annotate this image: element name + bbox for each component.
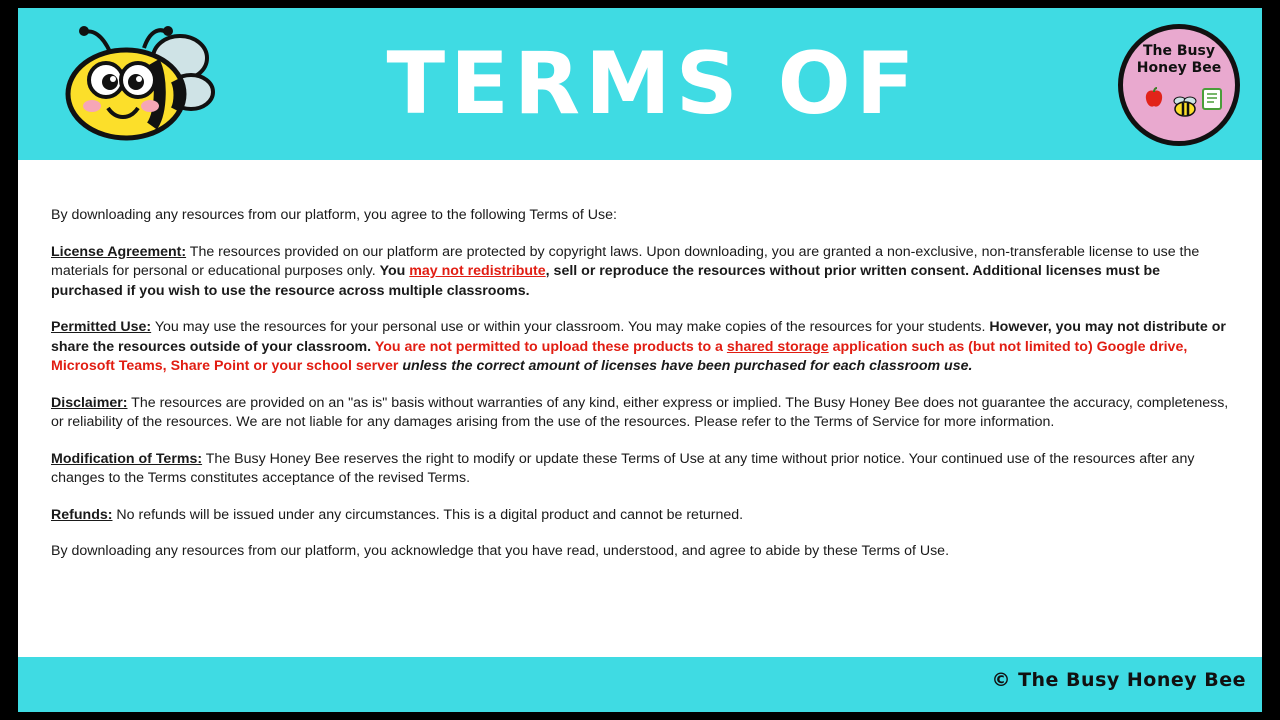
section-text-1: The resources provided on our platform are protected by copyright laws. Upon downloading, you are granted a non-exclusive, non-transferable license to use the materials for personal or educational purposes only.: [51, 243, 1200, 279]
terms-content: [51, 206, 1231, 562]
page-title: TERMS OF USE: [386, 34, 920, 254]
section-modification-of-terms: [51, 450, 1231, 489]
section-text-1: The Busy Honey Bee reserves the right to modify or update these Terms of Use at any time without prior notice. Your continued use of the resources after any changes to the Terms constitutes acceptance of the revised Terms.: [51, 450, 1195, 486]
brand-line-1: The Busy: [1143, 43, 1215, 59]
copyright-notice: © The Busy Honey Bee: [991, 669, 1246, 691]
section-license-agreement: [51, 243, 1231, 302]
section-label: Permitted Use:: [51, 319, 152, 335]
section-bold-italic: unless the correct amount of licenses have been purchased for each classroom use.: [402, 358, 973, 374]
intro-text: By downloading any resources from our platform, you agree to the following Terms of Use:: [51, 207, 617, 223]
section-bold-1: However, you may not distribute or share the resources outside of your classroom.: [51, 319, 1226, 355]
document-page: [18, 8, 1262, 712]
badge-bee-icon: [1171, 95, 1199, 117]
section-disclaimer: [51, 394, 1231, 433]
section-label: Refunds:: [51, 506, 113, 523]
brand-line-2: Honey Bee: [1136, 60, 1222, 76]
shared-storage-highlight: shared storage: [726, 338, 829, 355]
closing-text: By downloading any resources from our platform, you acknowledge that you have read, understood, and agree to abide by these Terms of Use.: [51, 543, 950, 559]
bee-icon: [58, 22, 228, 147]
book-icon: [1201, 87, 1223, 111]
section-bold-1: You: [379, 263, 410, 279]
brand-name: [1123, 43, 1235, 77]
may-not-redistribute-highlight: may not redistribute: [409, 263, 546, 279]
section-label: License Agreement:: [51, 243, 187, 260]
section-bold-2: , sell or reproduce the resources without prior written consent. Additional licenses must be purchased if you wish to use the resource across multiple classrooms.: [51, 263, 1161, 299]
section-text-1: You may use the resources for your personal use or within your classroom. You may make copies of the resources for your students.: [151, 319, 990, 335]
brand-badge: [1118, 24, 1240, 146]
section-label: Disclaimer:: [51, 394, 128, 411]
section-red-2: application such as (but not limited to) Google drive, Microsoft Teams, Share Point or your school server: [51, 338, 1188, 374]
section-red-1: You are not permitted to upload these products to a: [374, 338, 727, 355]
section-permitted-use: [51, 318, 1231, 377]
page-footer: [18, 657, 1262, 712]
apple-icon: [1143, 87, 1165, 109]
section-text-1: The resources are provided on an "as is" basis without warranties of any kind, either express or implied. The Busy Honey Bee does not guarantee the accuracy, completeness, or reliability of the resources. We are not liable for any damages arising from the use of the resources. Please refer to the Terms of Service for more information.: [51, 394, 1229, 430]
section-label: Modification of Terms:: [51, 450, 203, 467]
section-text-1: No refunds will be issued under any circumstances. This is a digital product and cannot be returned.: [112, 506, 744, 523]
closing-paragraph: [51, 542, 1231, 562]
section-refunds: [51, 506, 1231, 526]
intro-paragraph: [51, 206, 1231, 226]
